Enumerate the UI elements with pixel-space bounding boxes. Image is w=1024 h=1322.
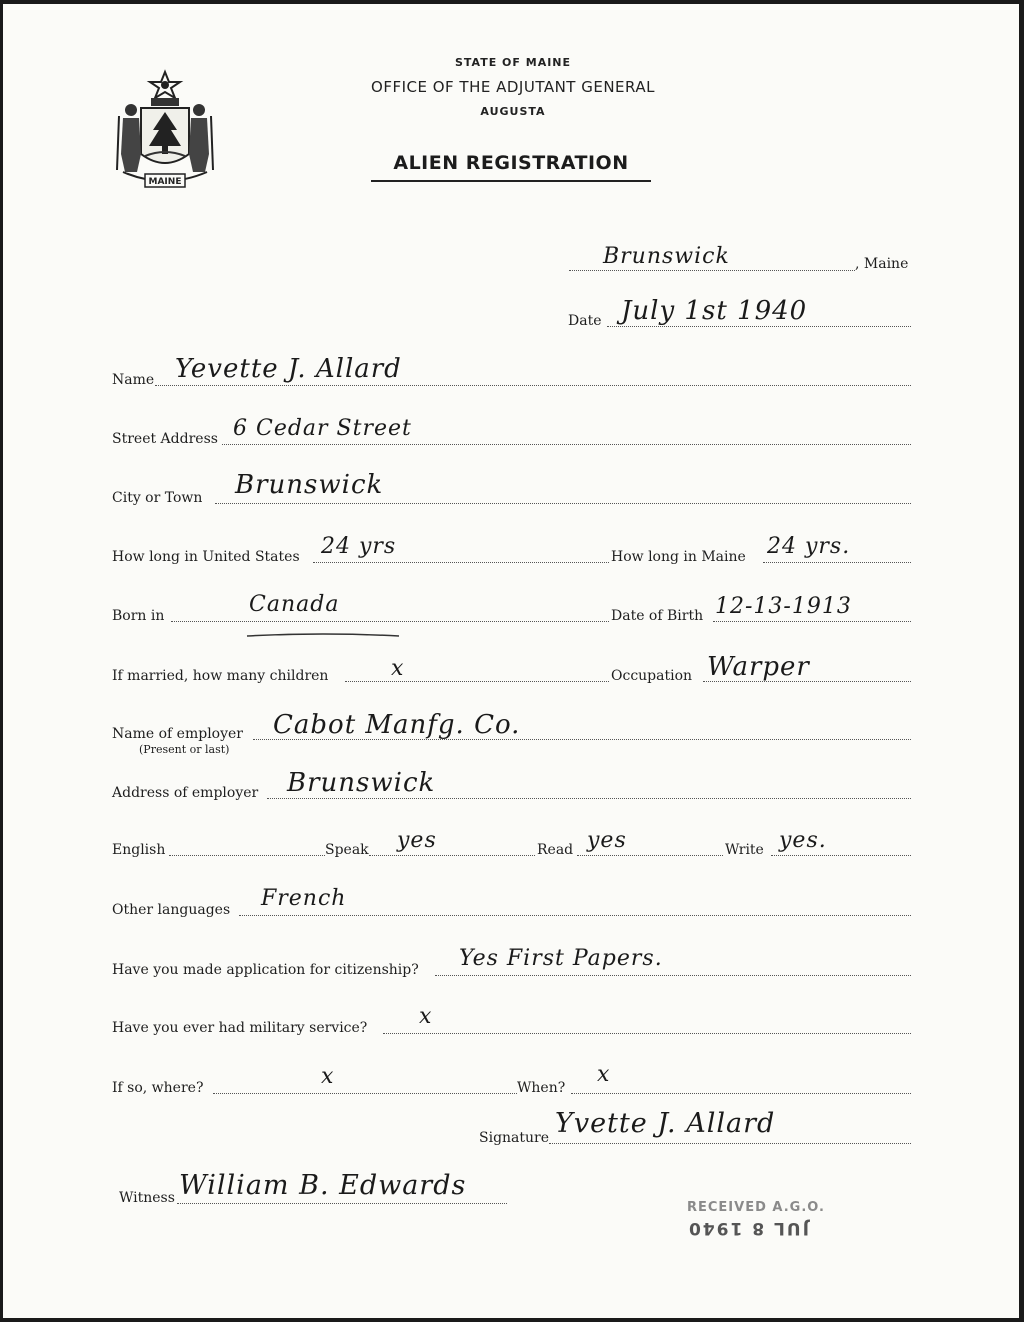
- citizenship-value: Yes First Papers.: [459, 946, 663, 971]
- children-label: If married, how many children: [112, 668, 329, 684]
- military-value: x: [419, 1004, 433, 1029]
- born-in-label: Born in: [112, 608, 165, 624]
- dob-label: Date of Birth: [611, 608, 704, 624]
- years-us-line: [313, 562, 609, 563]
- years-maine-line: [763, 562, 911, 563]
- dob-value: 12-13-1913: [715, 594, 852, 619]
- military-line: [383, 1033, 911, 1034]
- other-languages-value: French: [261, 886, 347, 911]
- occupation-value: Warper: [707, 652, 810, 682]
- place-suffix: , Maine: [855, 256, 909, 272]
- seal-motto: MAINE: [148, 177, 182, 187]
- children-value: x: [391, 656, 405, 681]
- signature-value: Yvette J. Allard: [555, 1108, 776, 1139]
- where-value: x: [321, 1064, 335, 1089]
- city-value: Brunswick: [235, 470, 384, 500]
- witness-value: William B. Edwards: [179, 1170, 467, 1201]
- read-line: [577, 855, 723, 856]
- employer-address-label: Address of employer: [112, 785, 259, 801]
- employer-value: Cabot Manfg. Co.: [273, 710, 521, 740]
- citizenship-line: [435, 975, 911, 976]
- header-state: STATE OF MAINE: [454, 56, 572, 69]
- name-value: Yevette J. Allard: [175, 354, 402, 384]
- stamp-date-text: JUL 8 1940: [687, 1218, 809, 1238]
- years-us-value: 24 yrs: [321, 534, 397, 559]
- place-line: [569, 270, 855, 271]
- years-us-label: How long in United States: [112, 549, 300, 565]
- write-line: [771, 855, 911, 856]
- occupation-label: Occupation: [611, 668, 693, 684]
- other-languages-line: [239, 915, 911, 916]
- write-value: yes.: [779, 828, 827, 853]
- form-title: ALIEN REGISTRATION: [371, 152, 651, 182]
- date-line: [607, 326, 911, 327]
- city-line: [215, 503, 911, 504]
- signature-line: [549, 1143, 911, 1144]
- header-office: OFFICE OF THE ADJUTANT GENERAL: [371, 78, 655, 96]
- citizenship-label: Have you made application for citizenship?: [112, 962, 419, 978]
- signature-label: Signature: [479, 1130, 550, 1146]
- witness-line: [177, 1203, 507, 1204]
- maine-state-seal: [113, 68, 217, 192]
- dob-line: [713, 621, 911, 622]
- street-value: 6 Cedar Street: [233, 416, 412, 441]
- when-value: x: [597, 1062, 611, 1087]
- document-page: [3, 4, 1019, 1318]
- city-label: City or Town: [112, 490, 203, 506]
- street-label: Street Address: [112, 431, 218, 447]
- born-in-line: [171, 621, 609, 622]
- date-label: Date: [568, 313, 602, 329]
- english-label: English: [112, 842, 166, 858]
- speak-line: [369, 855, 535, 856]
- employer-sublabel: (Present or last): [139, 743, 230, 756]
- employer-address-line: [267, 798, 911, 799]
- employer-label: Name of employer: [112, 726, 243, 742]
- employer-address-value: Brunswick: [287, 768, 436, 798]
- write-label: Write: [725, 842, 764, 858]
- speak-value: yes: [397, 828, 437, 853]
- name-label: Name: [112, 372, 155, 388]
- place-value: Brunswick: [603, 244, 730, 269]
- born-in-underline-stroke: [245, 630, 401, 640]
- read-value: yes: [587, 828, 627, 853]
- stamp-received-text: RECEIVED A.G.O.: [687, 1200, 825, 1215]
- where-label: If so, where?: [112, 1080, 204, 1096]
- speak-label: Speak: [325, 842, 369, 858]
- when-label: When?: [517, 1080, 566, 1096]
- born-in-value: Canada: [249, 592, 340, 617]
- military-label: Have you ever had military service?: [112, 1020, 368, 1036]
- where-line: [213, 1093, 517, 1094]
- years-maine-label: How long in Maine: [611, 549, 746, 565]
- english-line: [169, 855, 325, 856]
- years-maine-value: 24 yrs.: [767, 534, 851, 559]
- when-line: [571, 1093, 911, 1094]
- read-label: Read: [537, 842, 574, 858]
- date-value: July 1st 1940: [621, 296, 808, 326]
- other-languages-label: Other languages: [112, 902, 231, 918]
- name-line: [155, 385, 911, 386]
- header-city: AUGUSTA: [480, 105, 546, 118]
- street-line: [222, 444, 911, 445]
- received-stamp: [687, 1200, 937, 1246]
- witness-label: Witness: [119, 1190, 175, 1206]
- children-line: [345, 681, 609, 682]
